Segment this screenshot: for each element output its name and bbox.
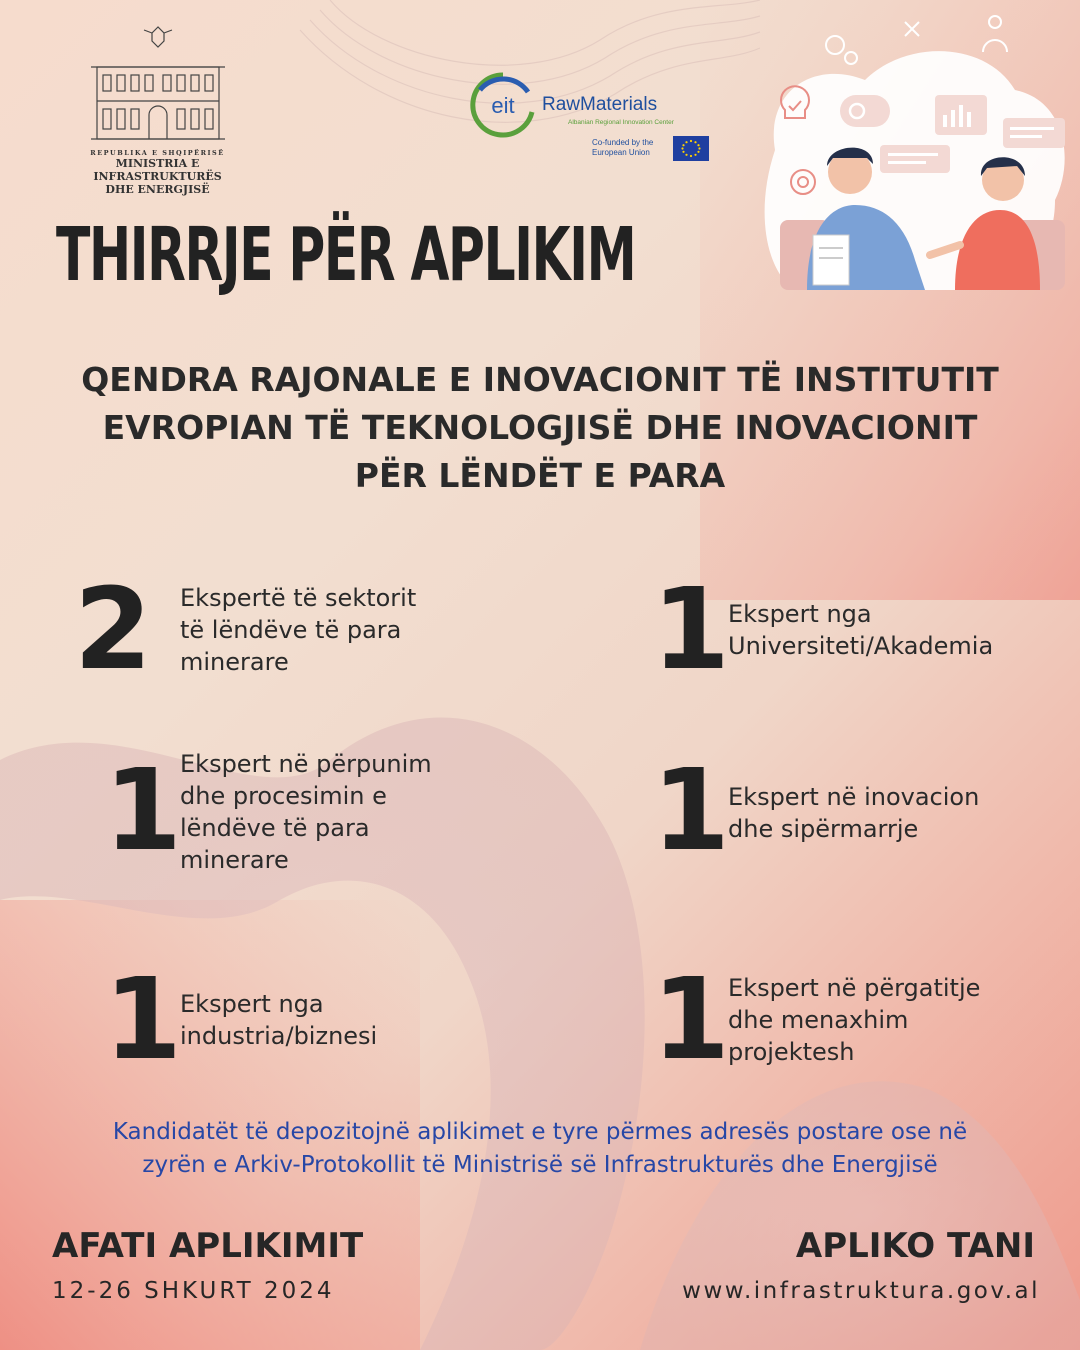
ministry-building-icon: [73, 25, 243, 145]
expert-count: 1: [652, 955, 730, 1085]
expert-description: Ekspert në përgatitje dhe menaxhim projektesh: [728, 974, 981, 1066]
expert-description: Ekspert në përpunim dhe procesimin e lëndëve të para minerare: [180, 750, 432, 874]
expert-description: Ekspert në inovacion dhe sipërmarrje: [728, 783, 980, 843]
partner-subtitle: Albanian Regional Innovation Center: [568, 119, 674, 126]
expert-description: Ekspertë të sektorit të lëndëve të para minerare: [180, 584, 417, 676]
ministry-country: REPUBLIKA E SHQIPËRISË: [90, 149, 225, 157]
partner-name: RawMaterials: [542, 94, 658, 115]
eit-mark: eit: [491, 93, 515, 118]
expert-description: Ekspert nga Universiteti/Akademia: [728, 600, 994, 660]
deadline-label: AFATI APLIKIMIT: [52, 1226, 364, 1266]
expert-count: 1: [104, 746, 182, 876]
ministry-name-2: DHE ENERGJISË: [105, 183, 210, 196]
ministry-name: MINISTRIA E INFRASTRUKTURËS: [93, 157, 222, 183]
expert-description: Ekspert nga industria/biznesi: [180, 990, 378, 1050]
page-subtitle: QENDRA RAJONALE E INOVACIONIT TË INSTITUTIT EVROPIAN TË TEKNOLOGJISË DHE INOVACIONIT PËR LËNDËT E PARA: [81, 360, 999, 495]
people-discussion-illustration: [755, 0, 1080, 300]
cofunded-text: Co-funded by the European Union: [592, 138, 654, 157]
expert-count: 1: [652, 565, 730, 695]
expert-count: 1: [104, 955, 182, 1085]
apply-url-link[interactable]: www.infrastruktura.gov.al: [682, 1278, 1040, 1304]
eit-rawmaterials-logo: [468, 68, 713, 168]
eu-flag-icon: [673, 136, 709, 161]
page-title: THIRRJE PËR APLIKIM: [56, 212, 636, 298]
eit-ring-logo-icon: [468, 70, 538, 140]
ministry-logo: [50, 25, 265, 195]
deadline-dates: 12-26 SHKURT 2024: [52, 1278, 335, 1304]
apply-now-label: APLIKO TANI: [795, 1226, 1035, 1266]
application-note: Kandidatët të depozitojnë aplikimet e tyre përmes adresës postare ose në zyrën e Arkiv-Protokollit të Ministrisë së Infrastrukturës dhe Energjisë: [112, 1119, 968, 1178]
expert-count: 1: [652, 746, 730, 876]
expert-count: 2: [74, 565, 152, 695]
